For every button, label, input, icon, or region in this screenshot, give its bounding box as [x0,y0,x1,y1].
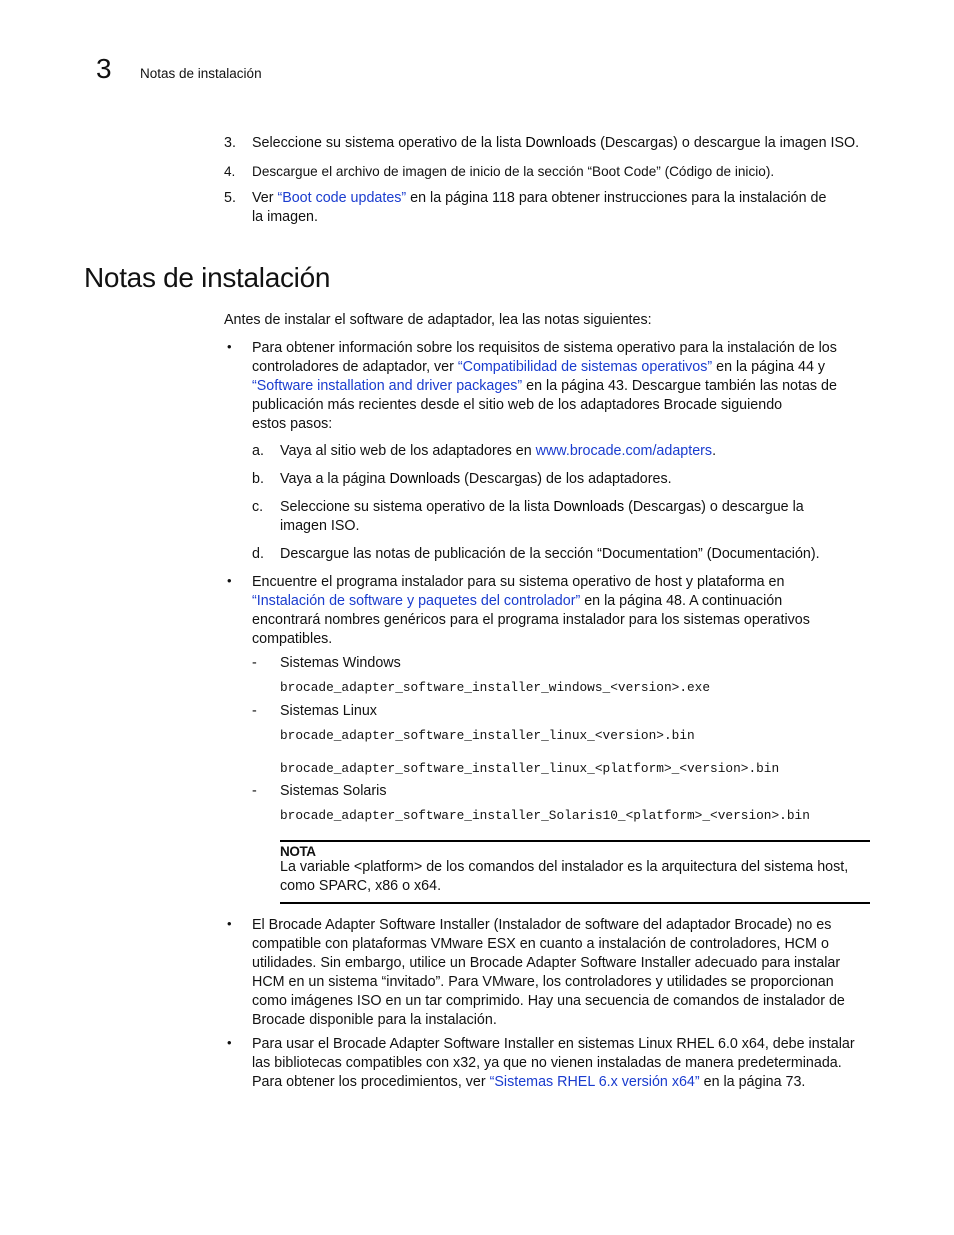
bullet1-text: Para obtener información sobre los requisitos de sistema operativo para la instalación de los controladores de adaptador, ver “Compatibilidad de sistemas operativos” en la página 44 y “Software installation and driver packages” en la página 43. Descargue también las notas de publicación más recientes desde el sitio web de los adaptadores Brocade siguiendo estos pasos: [252,340,837,432]
software-install-link[interactable]: “Software installation and driver packages” [252,378,523,394]
linux-command-2: brocade_adapter_software_installer_linux_<platform>_<version>.bin [280,761,780,776]
section-title: Notas de instalación [84,262,331,293]
solaris-label: Sistemas Solaris [280,783,387,799]
bullet-icon: • [227,916,232,931]
linux-label: Sistemas Linux [280,703,377,719]
bullet-icon: • [227,1035,232,1050]
dash-icon: - [252,783,257,799]
note-bottom-rule [280,902,870,904]
linux-command-1: brocade_adapter_software_installer_linux_<version>.bin [280,728,695,743]
running-header: Notas de instalación [140,66,262,81]
step-number: 4. [224,164,236,179]
rhel-link[interactable]: “Sistemas RHEL 6.x versión x64” [489,1074,700,1090]
step-number: 5. [224,190,236,206]
step-text-cont: la imagen. [252,209,318,225]
os-compat-link[interactable]: “Compatibilidad de sistemas operativos” [457,359,713,375]
bullet-icon: • [227,339,232,354]
windows-command: brocade_adapter_software_installer_windows_<version>.exe [280,680,711,695]
windows-label: Sistemas Windows [280,655,401,671]
chapter-number: 3 [96,53,112,84]
solaris-command: brocade_adapter_software_installer_Solaris10_<platform>_<version>.bin [280,808,810,823]
step-text: Seleccione su sistema operativo de la lista Downloads (Descargas) o descargue la imagen ISO. [252,135,860,151]
step-text: Descargue el archivo de imagen de inicio de la sección “Boot Code” (Código de inicio). [252,164,775,179]
intro-text: Antes de instalar el software de adaptador, lea las notas siguientes: [224,312,652,328]
dash-icon: - [252,703,257,719]
bullet3-text: El Brocade Adapter Software Installer (Instalador de software del adaptador Brocade) no es compatible con plataformas VMware ESX en cuanto a instalación de controladores, HCM o utilidades. Sin embargo, utilice un Brocade Adapter Software Installer adecuado para instalar HCM en un sistema “invitado”. Para VMware, los controladores y utilidades se proporcionan como imágenes ISO en un tar comprimido. Hay una secuencia de comandos de instalador de Brocade disponible para la instalación. [252,917,845,1028]
step-text: Ver “Boot code updates” en la página 118 para obtener instrucciones para la instalación de [252,190,827,206]
note-label: NOTA [280,844,316,859]
bullet-icon: • [227,573,232,588]
boot-code-updates-link[interactable]: “Boot code updates” [277,190,407,206]
dash-icon: - [252,655,257,671]
bullet4-text: Para usar el Brocade Adapter Software Installer en sistemas Linux RHEL 6.0 x64, debe instalar las bibliotecas compatibles con x32, ya que no vienen instaladas de manera predeterminada. Para obtener los procedimientos, ver “Sistemas RHEL 6.x versión x64” en la página 73. [252,1036,855,1090]
bullet2-text: Encuentre el programa instalador para su sistema operativo de host y plataforma en “Instalación de software y paquetes del controlador” en la página 48. A continuación encontrará nombres genéricos para el programa instalador para los sistemas operativos compatibles. [252,574,810,647]
note-text: La variable <platform> de los comandos del instalador es la arquitectura del sistema host, como SPARC, x86 o x64. [280,859,849,894]
note-top-rule [280,840,870,842]
install-software-link[interactable]: “Instalación de software y paquetes del controlador” [252,593,581,609]
step-number: 3. [224,135,236,151]
brocade-adapters-link[interactable]: www.brocade.com/adapters [535,443,713,459]
